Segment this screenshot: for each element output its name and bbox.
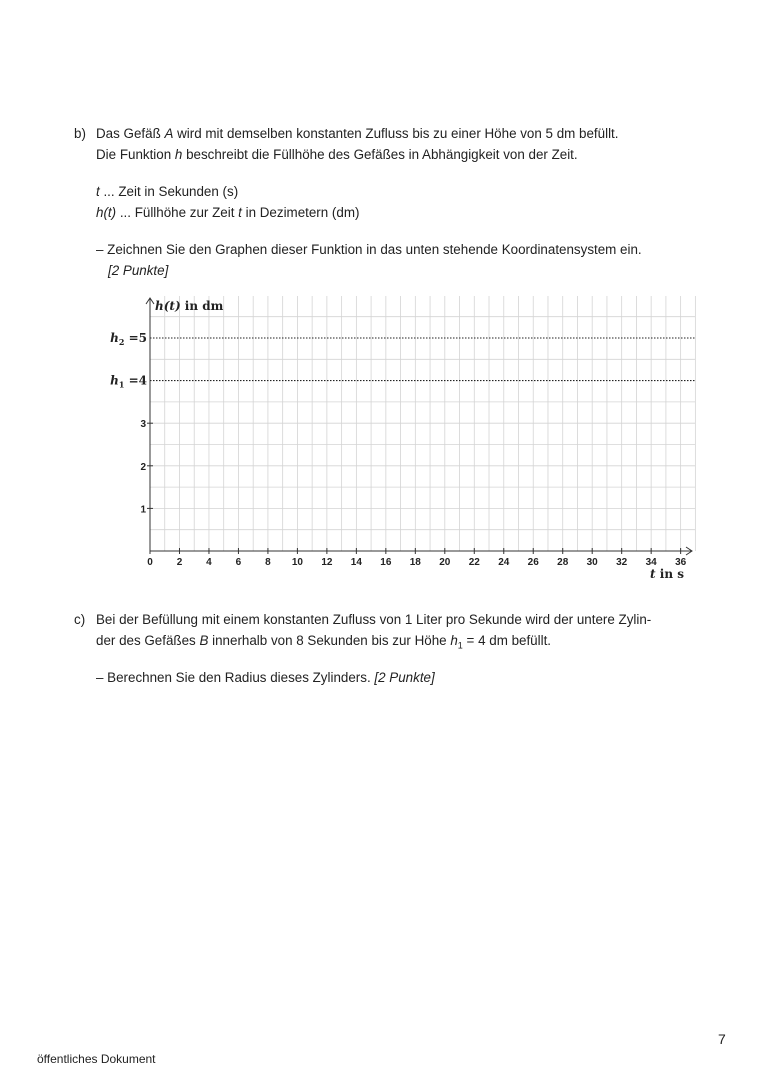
x-tick-label: 2 [176,557,183,568]
grid [150,296,695,551]
part-b-letter: b) [74,126,86,141]
x-tick-label: 20 [439,557,451,568]
x-tick-label: 14 [350,557,362,568]
x-axis-arrow [686,547,692,555]
x-tick-label: 24 [498,557,510,568]
reference-label-h2: $h_2 =5$ [110,331,147,347]
x-tick-label: 34 [645,557,657,568]
part-c-line-2: der des Gefäßes B innerhalb von 8 Sekunden bis zur Höhe $h_1 = 4$ dm befüllt. [96,633,552,651]
reference-lines [110,331,695,390]
x-tick-label: 8 [265,557,271,568]
part-b-line-1: Das Gefäß A wird mit demselben konstanten Zufluss bis zu einer Höhe von 5 dm befüllt. [96,126,619,141]
part-c-letter: c) [74,612,86,627]
y-tick-label: 1 [140,504,146,516]
y-tick-label: 3 [140,419,146,431]
part-c-task: – Berechnen Sie den Radius dieses Zylinders. [2 Punkte] [96,670,435,685]
page-number: 7 [718,1031,726,1047]
x-tick-label: 10 [291,557,303,568]
y-axis-label: h(t) in dm [155,299,224,313]
x-tick-label: 32 [616,557,628,568]
axes [146,298,692,555]
x-tick-label: 18 [409,557,421,568]
x-tick-label: 0 [147,557,153,568]
x-tick-label: 4 [206,557,212,568]
footer-note: öffentliches Dokument [37,1052,156,1066]
x-tick-label: 12 [321,557,333,568]
y-tick-label: 2 [140,461,146,473]
x-tick-label: 36 [675,557,687,568]
x-tick-label: 28 [557,557,569,568]
definition-t: t ... Zeit in Sekunden (s) [96,184,239,199]
reference-label-h1: $h_1 =4$ [110,373,147,390]
x-tick-label: 22 [468,557,480,568]
y-axis-arrow [146,298,154,304]
x-tick-label: 30 [586,557,598,568]
x-tick-label: 16 [380,557,392,568]
part-b-points: [2 Punkte] [108,263,169,278]
part-c-line-1: Bei der Befüllung mit einem konstanten Zufluss von 1 Liter pro Sekunde wird der untere Zylin- [96,612,652,627]
part-b-line-2: Die Funktion h beschreibt die Füllhöhe des Gefäßes in Abhängigkeit von der Zeit. [96,147,578,162]
x-axis-label: t in s [650,567,684,581]
x-tick-label: 26 [527,557,539,568]
part-b-task: – Zeichnen Sie den Graphen dieser Funktion in das unten stehende Koordinatensystem ein. [96,242,642,257]
x-tick-label: 6 [235,557,242,568]
definition-h: h(t) ... Füllhöhe zur Zeit t in Dezimetern (dm) [96,205,360,220]
